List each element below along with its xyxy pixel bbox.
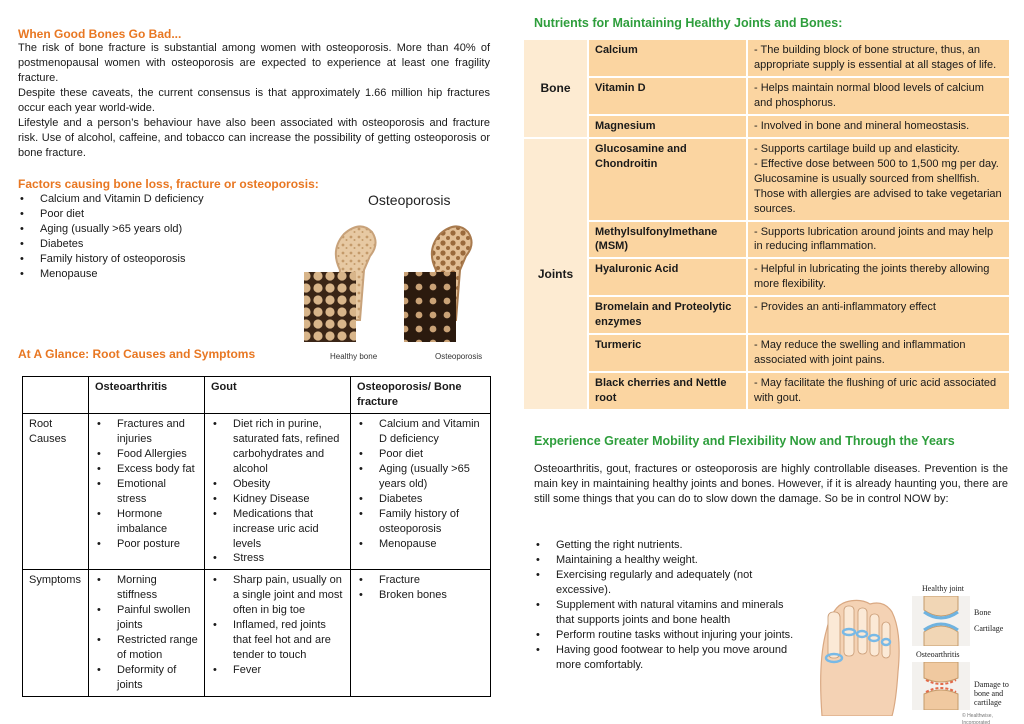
cell-list-item: • Excess body fat bbox=[95, 462, 198, 477]
nutrient-name: Vitamin D bbox=[588, 77, 747, 115]
intro-paragraph-2: Despite these caveats, the current consensus is that approximately 1.66 million hip fractures occur each year world-wide. bbox=[18, 86, 490, 114]
cell-list-item: • Menopause bbox=[357, 537, 484, 552]
factor-item: • Diabetes bbox=[18, 237, 298, 252]
nutrient-name: Black cherries and Nettle root bbox=[588, 372, 747, 410]
factor-item: • Calcium and Vitamin D deficiency bbox=[18, 192, 298, 207]
nutrient-description bbox=[747, 138, 1009, 221]
nutrient-row bbox=[524, 221, 1009, 259]
nutrient-description-line: - Helpful in lubricating the joints thereby allowing more flexibility. bbox=[754, 263, 990, 291]
nutrient-row bbox=[524, 334, 1009, 372]
healthy-joint-label: Healthy joint bbox=[922, 584, 964, 593]
cell-list-item: • Morning stiffness bbox=[95, 573, 198, 603]
factor-item: • Menopause bbox=[18, 267, 298, 282]
cell-list-item: • Fever bbox=[211, 663, 344, 678]
nutrient-description bbox=[747, 372, 1009, 410]
cell-list-item: • Poor posture bbox=[95, 537, 198, 552]
factors-heading: Factors causing bone loss, fracture or osteoporosis: bbox=[18, 177, 319, 191]
osteoporosis-figure-title: Osteoporosis bbox=[368, 192, 451, 208]
cell-list-item: • Broken bones bbox=[357, 588, 484, 603]
nutrient-description-line: - Helps maintain normal blood levels of calcium and phosphorus. bbox=[754, 81, 984, 109]
osteoporosis-figure bbox=[300, 188, 496, 364]
cell-list-item: • Kidney Disease bbox=[211, 492, 344, 507]
row-label: Symptoms bbox=[23, 570, 89, 697]
factor-item: • Family history of osteoporosis bbox=[18, 252, 298, 267]
nutrient-description bbox=[747, 334, 1009, 372]
nutrients-heading: Nutrients for Maintaining Healthy Joints and Bones: bbox=[534, 16, 843, 30]
nutrient-description-line: - May reduce the swelling and inflammation associated with joint pains. bbox=[754, 339, 966, 367]
table-header-row bbox=[23, 377, 491, 414]
cell-gout bbox=[205, 413, 351, 570]
cell-osteoporosis bbox=[351, 413, 491, 570]
nutrient-row bbox=[524, 296, 1009, 334]
nutrient-row bbox=[524, 258, 1009, 296]
nutrient-description bbox=[747, 258, 1009, 296]
osteoporosis-bone-label: Osteoporosis bbox=[435, 352, 483, 361]
nutrient-name: Hyaluronic Acid bbox=[588, 258, 747, 296]
table-header-gout: Gout bbox=[205, 377, 351, 414]
row-label: Root Causes bbox=[23, 413, 89, 570]
cell-list-item: • Painful swollen joints bbox=[95, 603, 198, 633]
nutrient-name: Turmeric bbox=[588, 334, 747, 372]
cell-list-item: • Fracture bbox=[357, 573, 484, 588]
mobility-item: • Supplement with natural vitamins and minerals that supports joints and bone health bbox=[534, 598, 802, 628]
mobility-item: • Maintaining a healthy weight. bbox=[534, 553, 802, 568]
cell-list-item: • Deformity of joints bbox=[95, 663, 198, 693]
root-causes-table bbox=[22, 376, 491, 697]
cell-osteoporosis bbox=[351, 570, 491, 697]
nutrients-table bbox=[524, 40, 1009, 411]
nutrient-description-line: - Supports lubrication around joints and may help in reducing inflammation. bbox=[754, 225, 994, 253]
cell-osteoarthritis bbox=[89, 413, 205, 570]
factors-list bbox=[18, 192, 298, 282]
nutrient-description bbox=[747, 296, 1009, 334]
nutrient-row bbox=[524, 77, 1009, 115]
nutrient-name: Bromelain and Proteolytic enzymes bbox=[588, 296, 747, 334]
nutrient-name: Magnesium bbox=[588, 115, 747, 138]
cell-list-item: • Restricted range of motion bbox=[95, 633, 198, 663]
bone-label: Bone bbox=[974, 608, 991, 617]
nutrient-name: Methylsulfonylmethane (MSM) bbox=[588, 221, 747, 259]
cell-list-item: • Hormone imbalance bbox=[95, 507, 198, 537]
cell-list-item: • Medications that increase uric acid levels bbox=[211, 507, 344, 552]
mobility-item: • Perform routine tasks without injuring your joints. bbox=[534, 628, 802, 643]
table-header-blank bbox=[23, 377, 89, 414]
healthy-joint-illustration bbox=[912, 596, 970, 646]
osteoarthritis-joint-illustration bbox=[912, 662, 970, 710]
femur-bone-illustration bbox=[300, 210, 496, 350]
cell-gout bbox=[205, 570, 351, 697]
nutrient-row bbox=[524, 138, 1009, 221]
nutrient-description-line: - May facilitate the flushing of uric acid associated with gout. bbox=[754, 377, 997, 405]
cell-list-item: • Diabetes bbox=[357, 492, 484, 507]
cell-list-item: • Aging (usually >65 years old) bbox=[357, 462, 484, 492]
intro-text bbox=[18, 41, 490, 161]
cell-osteoarthritis bbox=[89, 570, 205, 697]
healthy-bone-label: Healthy bone bbox=[330, 352, 378, 361]
table-header-osteoarthritis: Osteoarthritis bbox=[89, 377, 205, 414]
cell-list-item: • Calcium and Vitamin D deficiency bbox=[357, 417, 484, 447]
nutrient-description-line: - Supports cartilage build up and elasticity. bbox=[754, 142, 960, 155]
osteoarthritis-label: Osteoarthritis bbox=[916, 650, 960, 659]
nutrient-group-label: Bone bbox=[524, 40, 588, 138]
nutrient-name: Glucosamine and Chondroitin bbox=[588, 138, 747, 221]
mobility-item: • Having good footwear to help you move around more comfortably. bbox=[534, 643, 802, 673]
nutrient-description-line: - Provides an anti-inflammatory effect bbox=[754, 301, 936, 314]
nutrient-group-label: Joints bbox=[524, 138, 588, 410]
nutrient-name: Calcium bbox=[588, 40, 747, 77]
nutrient-row bbox=[524, 115, 1009, 138]
table-header-osteoporosis: Osteoporosis/ Bone fracture bbox=[351, 377, 491, 414]
intro-paragraph-1: The risk of bone fracture is substantial among women with osteoporosis. More than 40% of postmenopausal women with osteoporosis are expected to experience at least one fragility fracture. bbox=[18, 42, 490, 84]
mobility-item: • Exercising regularly and adequately (not excessive). bbox=[534, 568, 802, 598]
cell-list-item: • Stress bbox=[211, 551, 344, 566]
nutrient-row bbox=[524, 372, 1009, 410]
cell-list-item: • Family history of osteoporosis bbox=[357, 507, 484, 537]
nutrient-description bbox=[747, 77, 1009, 115]
nutrient-description bbox=[747, 40, 1009, 77]
nutrient-description-line: - Effective dose between 500 to 1,500 mg per day. Glucosamine is usually sourced from shellfish. Those with allergies are advised to take vegetarian sources. bbox=[754, 157, 1002, 215]
mobility-list bbox=[534, 538, 802, 673]
image-credit: © Healthwise, Incorporated bbox=[962, 713, 993, 724]
cell-list-item: • Diet rich in purine, saturated fats, refined carbohydrates and alcohol bbox=[211, 417, 344, 477]
nutrient-description-line: - Involved in bone and mineral homeostasis. bbox=[754, 119, 970, 132]
table-row bbox=[23, 413, 491, 570]
glance-heading: At A Glance: Root Causes and Symptoms bbox=[18, 347, 256, 361]
nutrient-description bbox=[747, 221, 1009, 259]
nutrient-description bbox=[747, 115, 1009, 138]
cell-list-item: • Inflamed, red joints that feel hot and are tender to touch bbox=[211, 618, 344, 663]
table-row bbox=[23, 570, 491, 697]
damage-label: Damage to bone and cartilage bbox=[974, 680, 1009, 708]
factor-item: • Poor diet bbox=[18, 207, 298, 222]
factor-item: • Aging (usually >65 years old) bbox=[18, 222, 298, 237]
foot-illustration bbox=[812, 592, 904, 716]
cell-list-item: • Poor diet bbox=[357, 447, 484, 462]
intro-heading: When Good Bones Go Bad... bbox=[18, 27, 182, 41]
cell-list-item: • Sharp pain, usually on a single joint and most often in big toe bbox=[211, 573, 344, 618]
mobility-heading: Experience Greater Mobility and Flexibility Now and Through the Years bbox=[534, 434, 955, 448]
cell-list-item: • Emotional stress bbox=[95, 477, 198, 507]
cell-list-item: • Fractures and injuries bbox=[95, 417, 198, 447]
mobility-item: • Getting the right nutrients. bbox=[534, 538, 802, 553]
nutrient-description-line: - The building block of bone structure, thus, an appropriate supply is essential at all stages of life. bbox=[754, 44, 997, 71]
cell-list-item: • Obesity bbox=[211, 477, 344, 492]
nutrient-row bbox=[524, 40, 1009, 77]
intro-paragraph-3: Lifestyle and a person’s behaviour have also been associated with osteoporosis and fracture risk. Use of alcohol, caffeine, and tobacco can increase the possibility of getting osteoporosis or bone fracture. bbox=[18, 116, 490, 159]
mobility-paragraph: Osteoarthritis, gout, fractures or osteoporosis are highly controllable diseases. Prevention is the main key in maintaining healthy joints and bones. However, if it is already haunting you, there are still some things that you can do to slow down the damage. So be in control NOW by: bbox=[534, 463, 1008, 505]
joint-figure bbox=[812, 582, 1014, 722]
cartilage-label: Cartilage bbox=[974, 624, 1004, 633]
cell-list-item: • Food Allergies bbox=[95, 447, 198, 462]
